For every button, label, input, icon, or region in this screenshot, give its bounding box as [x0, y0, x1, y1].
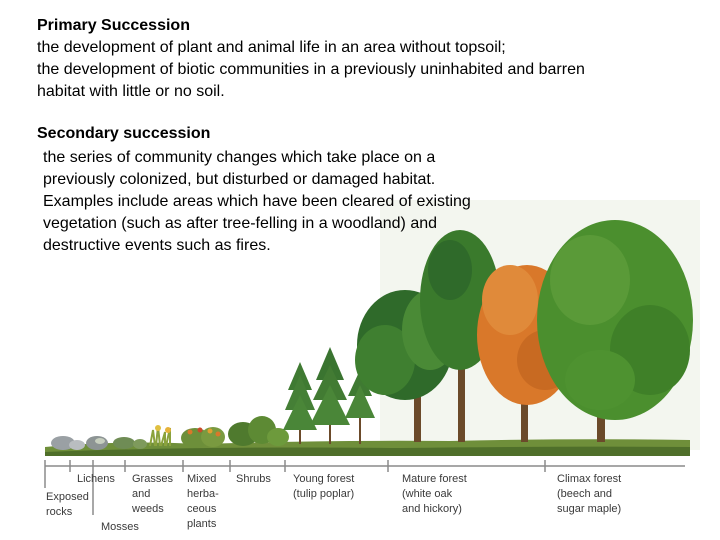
stage-label-mosses	[101, 520, 139, 535]
moss-clump	[113, 437, 135, 449]
stage-label-shrubs	[236, 472, 271, 487]
secondary-definition-line: the series of community changes which take place on a	[43, 149, 436, 166]
secondary-definition-line: previously colonized, but disturbed or damaged habitat.	[43, 171, 436, 188]
stage-label-text: Shrubs	[236, 473, 271, 485]
stage-label-text: Grasses and weeds	[132, 473, 173, 515]
secondary-definition-line: vegetation (such as after tree-felling in a woodland) and	[43, 215, 438, 232]
primary-succession-heading: Primary Succession	[37, 17, 190, 34]
stage-label-mixed-herbaceous	[187, 472, 219, 532]
stage-label-young-forest	[293, 472, 354, 502]
moss-clump	[133, 439, 147, 449]
primary-definition-line: habitat with little or no soil.	[37, 83, 225, 100]
stage-label-grasses	[132, 472, 173, 517]
stage-label-text: Climax forest (beech and sugar maple)	[557, 473, 622, 515]
stage-label-exposed-rocks	[46, 490, 89, 520]
stage-label-climax-forest	[557, 472, 621, 517]
stage-label-lichens	[77, 472, 115, 487]
secondary-definition-line: Examples include areas which have been cleared of existing	[43, 193, 471, 210]
stage-label-text: Mature forest (white oak and hickory)	[402, 473, 467, 515]
stage-label-text: Mosses	[101, 521, 139, 533]
stage-label-text: Mixed herba- ceous plants	[187, 473, 219, 530]
primary-definition-line: the development of biotic communities in a previously uninhabited and barren	[37, 61, 585, 78]
stage-label-text: Lichens	[77, 473, 115, 485]
stage-label-text: Exposed rocks	[46, 491, 89, 518]
lichen-patch	[95, 438, 105, 444]
herbaceous-plants	[181, 427, 225, 448]
stage-label-text: Young forest (tulip poplar)	[293, 473, 355, 500]
shrubs	[228, 416, 289, 446]
primary-definition-line: the development of plant and animal life in an area without topsoil;	[37, 39, 506, 56]
rock	[69, 440, 85, 450]
secondary-succession-heading: Secondary succession	[37, 125, 211, 142]
stage-label-mature-forest	[402, 472, 467, 517]
secondary-definition-line: destructive events such as fires.	[43, 237, 271, 254]
